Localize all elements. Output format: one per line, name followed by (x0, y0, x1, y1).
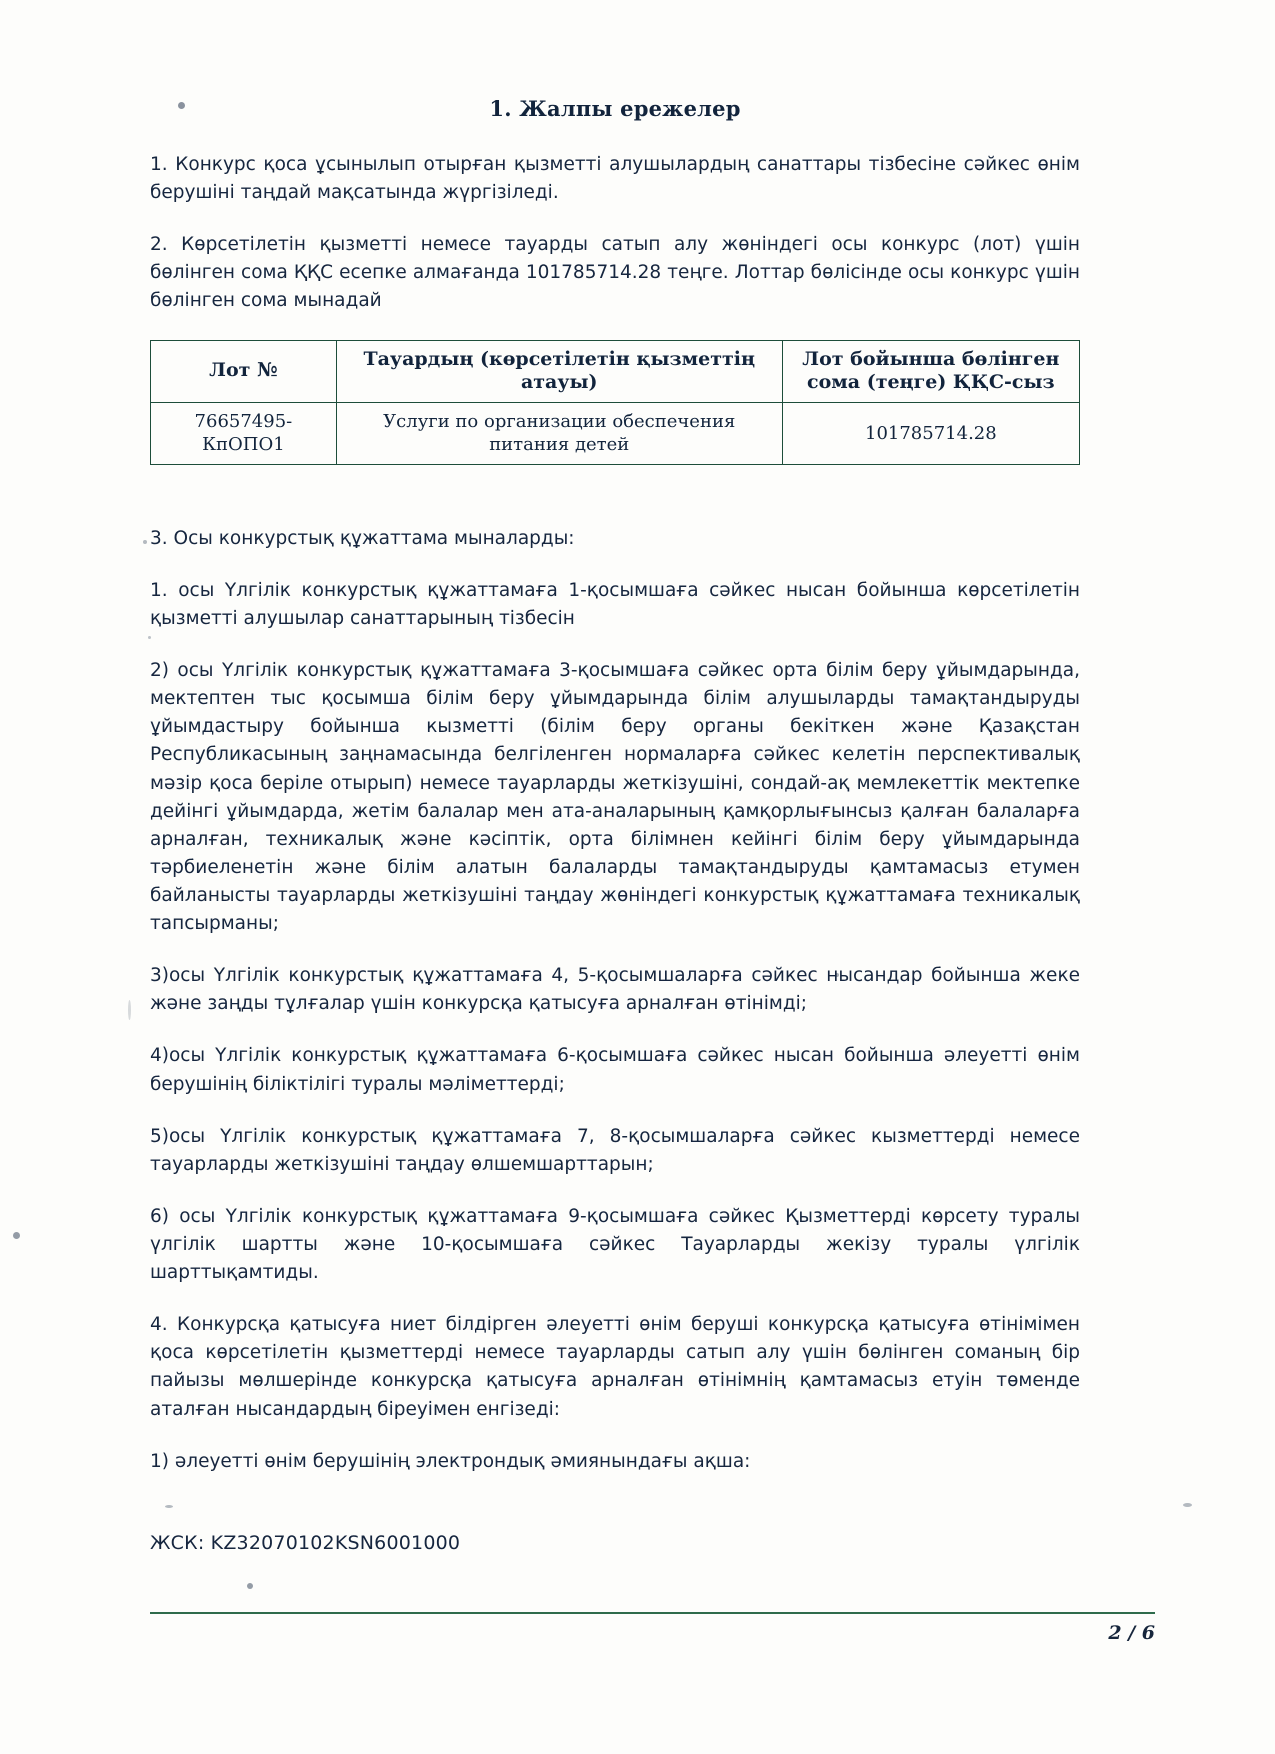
page-title: 1. Жалпы ережелер (489, 96, 741, 121)
table-header-row (151, 340, 1080, 403)
table-header-goods-name: Тауардың (көрсетілетін қызметтің атауы) (336, 340, 782, 403)
paragraph-3-1: 1. осы Үлгілік конкурстық құжаттамаға 1-қосымшаға сәйкес нысан бойынша көрсетілетін қызметті алушылар санаттарының тізбесін (150, 579, 1080, 630)
scan-speck (128, 1000, 131, 1020)
paragraph-3-2: 2) осы Үлгілік конкурстық құжаттамаға 3-қосымшаға сәйкес орта білім беру ұйымдарында, мектептен тыс қосымша білім беру ұйымдарында білім алушыларды тамақтандыруды ұйымдастыру бойынша кызметті (білім беру органы бекіткен және Қазақстан Республикасының заңнамасында белгіленген нормаларға сәйкес келетін перспективалық мәзір қоса беріле отырып) немесе тауарларды жеткізушіні, сондай-ақ мемлекеттік мектепке дейінгі ұйымдарда, жетім балалар мен ата-аналарының қамқорлығынсыз қалған балаларға арналған, техникалық және кәсіптік, орта білімнен кейінгі білім беру ұйымдарында тәрбиеленетін және білім алатын балаларды тамақтандыруды қамтамасыз етумен байланысты тауарларды жеткізушіні таңдау жөніндегі конкурстық құжаттамаға техникалық тапсырманы; (150, 660, 1080, 935)
paragraph-3-3: 3)осы Үлгілік конкурстық құжаттамаға 4, 5-қосымшаларға сәйкес нысандар бойынша жеке және заңды тұлғалар үшін конкурсқа қатысуға арналған өтінімді; (150, 965, 1080, 1015)
footer-divider (150, 1612, 1155, 1614)
cell-lot-no: 76657495-КпОПО1 (151, 403, 337, 465)
paragraph-3-6: 6) осы Үлгілік конкурстық құжаттамаға 9-қосымшаға сәйкес Қызметтерді көрсету туралы үлгілік шартты және 10-қосымшаға сәйкес Тауарларды жекізу туралы үлгілік шарттықамтиды. (150, 1205, 1080, 1284)
scan-speck (13, 1232, 20, 1239)
iban-line: ЖСК: KZ32070102KSN6001000 (150, 1531, 461, 1554)
paragraph-3-4: 4)осы Үлгілік конкурстық құжаттамаға 6-қосымшаға сәйкес нысан бойынша әлеуетті өнім берушінің біліктілігі туралы мәліметтерді; (150, 1045, 1080, 1095)
paragraph-4: 4. Конкурсқа қатысуға ниет білдірген әлеуетті өнім беруші конкурсқа қатысуға өтінімімен қоса көрсетілетін қызметтерді немесе тауарларды сатып алу үшін бөлінген соманың бір пайызы мөлшерінде конкурсқа қатысуға арналған өтінімнің қамтамасыз етуін төменде аталған нысандардың біреуімен енгізеді: (150, 1314, 1080, 1420)
table-header-allocated-sum: Лот бойынша бөлінген сома (теңге) ҚҚС-сыз (782, 340, 1079, 403)
paragraph-1: 1. Конкурс қоса ұсынылып отырған қызметті алушылардың санаттары тізбесіне сәйкес өнім берушіні таңдай мақсатында жүргізіледі. (150, 154, 1080, 204)
paragraph-3-5: 5)осы Үлгілік конкурстық құжаттамаға 7, 8-қосымшаларға сәйкес кызметтерді немесе тауарларды жеткізушіні таңдау өлшемшарттарын; (150, 1125, 1080, 1175)
table-row (151, 403, 1080, 465)
document-content (150, 96, 1080, 1554)
page-number: 2 / 6 (1108, 1622, 1155, 1644)
paragraph-4-1: 1) әлеуетті өнім берушінің электрондық әмиянындағы ақша: (150, 1450, 751, 1472)
cell-allocated-sum: 101785714.28 (782, 403, 1079, 465)
lot-allocation-table (150, 340, 1080, 465)
table-header-lot-no: Лот № (151, 340, 337, 403)
paragraph-3: 3. Осы конкурстық құжаттама мыналарды: (150, 527, 575, 549)
scan-speck (143, 540, 147, 544)
paragraph-2: 2. Көрсетілетін қызметті немесе тауарды сатып алу жөніндегі осы конкурс (лот) үшін бөлінген сома ҚҚС есепке алмағанда 101785714.28 теңге. Лоттар бөлісінде осы конкурс үшін бөлінген сома мынадай (150, 234, 1080, 312)
scan-speck (247, 1583, 253, 1589)
cell-goods-name: Услуги по организации обеспечения питания детей (336, 403, 782, 465)
scan-speck (1183, 1503, 1192, 1507)
